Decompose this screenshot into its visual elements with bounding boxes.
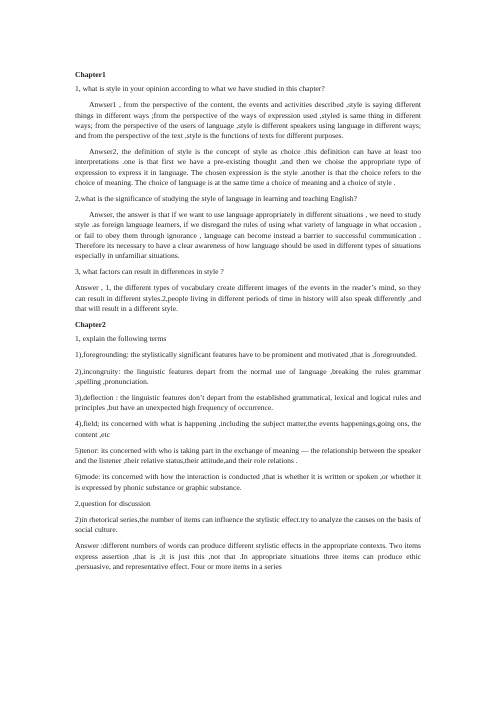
term-tenor: 5)tenor: its concerned with who is taking part in the exchange of meaning — the relationship between the speaker and the listener ,their relative status,their attitude,and their role relations . [75, 445, 421, 466]
discussion-answer: Answer :different numbers of words can produce different stylistic effects in the appropriate contexts. Two items express assertion ,that is ,it is just this ,not that .In appropriate situations three items can produce ethic ,persuasive, and representative effect. Four or more items in a series [75, 541, 421, 571]
answer-factors: Answer , 1, the different types of vocabulary create different images of the events in the reader’s mind, so they can result in different styles.2,people living in different periods of time in history will also speak differently ,and that will result in a different style. [75, 283, 421, 313]
chapter1-heading: Chapter1 [75, 70, 106, 79]
answer-significance: Anwser, the answer is that if we want to use language appropriately in different situations , we need to study style .as foreign language learners, if we disregard the rules of using what variety of language in what occasion , or fail to obey them through ignorance , language can become instead a barrier to successful communication . Therefore its necessary to have a clear awareness of how language should be used in different types of situations especially in unfamiliar situations. [75, 210, 421, 261]
term-deflection: 3),deflection : the linguistic features don’t depart from the established grammatical, lexical and logical rules and principles ,but have an unexpected high frequency of occurrence. [75, 393, 421, 413]
question-1: 1, what is style in your opinion according to what we have studied in this chapter? [75, 84, 325, 94]
discussion-title: 2,question for discussion [75, 498, 151, 508]
discussion-question: 2)in rhetorical series,the number of items can influence the stylistic effect.try to analyze the causes on the basis of social culture. [75, 514, 421, 535]
question-3: 3, what factors can result in differences in style ? [75, 267, 224, 277]
question-2: 2,what is the significance of studying the style of language in learning and teaching English? [75, 194, 357, 204]
term-incongruity: 2),incongruity: the linguistic features depart from the normal use of language ,breaking the rules grammar ,spelling ,pronunciation. [75, 366, 421, 386]
chapter2-heading: Chapter2 [75, 320, 106, 330]
answer-2-paragraph: Anwser2, the definition of style is the concept of style as choice .this definition can have at least too interpretations .one is that first we have a pre-existing thought ,and then we choise the appropriate type of expression to express it in language. The chosen expression is the style .another is that the choice refers to the choice of meaning. The choice of language is at the same time a choice of meaning and a choice of style . [75, 147, 421, 187]
term-foregrounding: 1),foregrounding: the stylistically significant features have to be prominent and motivated ,that is ,foregrounded. [75, 350, 417, 360]
document-body [75, 70, 421, 578]
term-mode: 6)mode: its concerned with how the interaction is conducted ,that is whether it is written or spoken ,or whether it is expressed by phonic substance or graphic substance. [75, 472, 421, 492]
term-field: 4),field; its concerned with what is happening ,including the subject matter,the events happenings,going ons, the content ,etc [75, 419, 421, 439]
explain-terms-title: 1, explain the following terms [75, 334, 167, 344]
answer-1-paragraph: Anwser1 , from the perspective of the content, the events and activities described ,style is saying different things in different ways ;from the perspective of the ways of expression used ,styled is same thing in different ways; from the perspective of the users of language ,style is different speakers using language in different ways; and from the perspective of the text ,style is the functions of texts for different purposes. [75, 100, 421, 141]
